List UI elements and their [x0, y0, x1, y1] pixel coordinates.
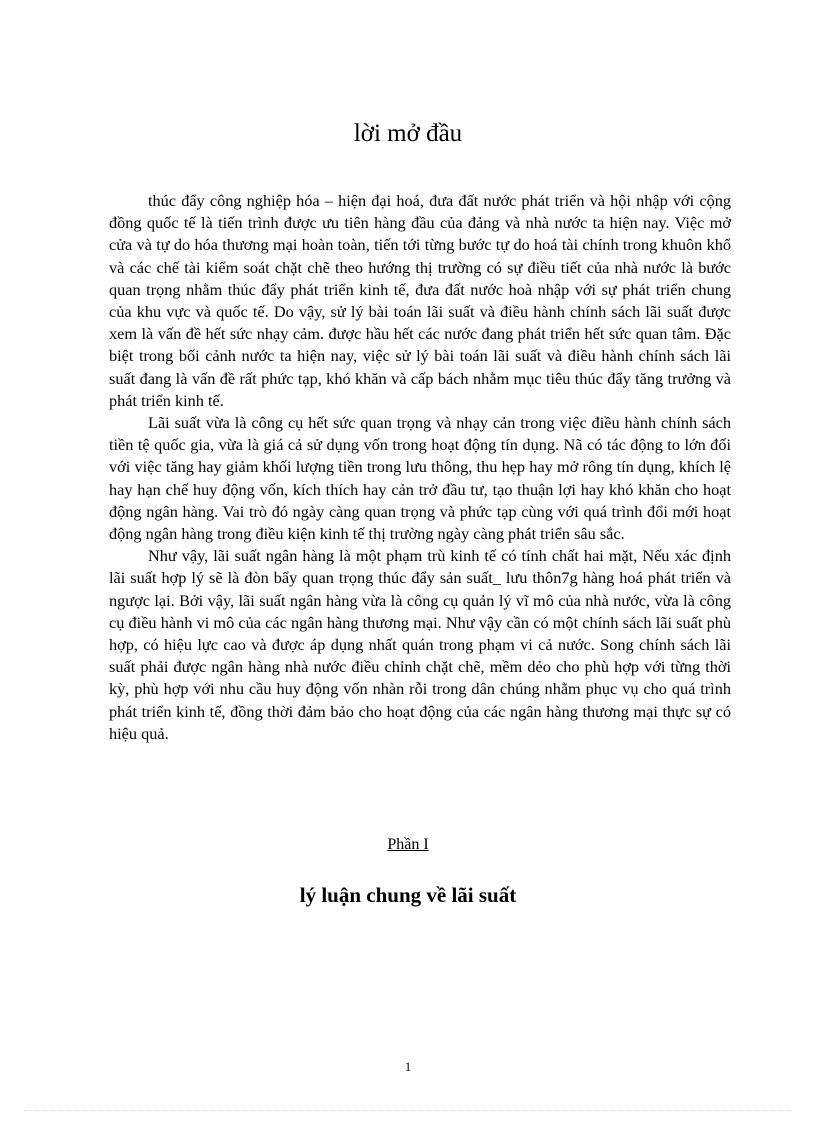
document-title: lời mở đầu — [353, 120, 463, 147]
paragraph-2: Lãi suất vừa là công cụ hết sức quan trọng và nhạy cản trong việc điều hành chính sách tiền tệ quốc gia, vừa là giá cả sử dụng vốn trong hoạt động tín dụng. Nã có tác động to lớn đối với việc tăng hay giảm khối lượng tiền trong lưu thông, thu hẹp hay mở rông tín dụng, khích lệ hay hạn chế huy động vốn, kích thích hay cản trở đầu tư, tạo thuận lợi hay khó khăn cho hoạt động ngân hàng. Vai trò đó ngày càng quan trọng và phức tạp cùng với quá trình đổi mới hoạt động ngân hàng trong điều kiện kinh tế thị trường ngày càng phát triển sâu sắc. — [109, 413, 731, 544]
part-label: Phần I — [387, 836, 429, 853]
page-bottom-divider — [24, 1110, 792, 1111]
page-number: 1 — [404, 1059, 412, 1074]
paragraph-3: Như vậy, lãi suất ngân hàng là một phạm trù kinh tế có tính chất hai mặt, Nếu xác định lãi suất hợp lý sẽ là đòn bẩy quan trọng thúc đẩy sản suất_ lưu thôn7g hàng hoá phát triển và ngược lại. Bởi vậy, lãi suất ngân hàng vừa là công cụ quản lý vĩ mô của nhà nước, vừa là công cụ điều hành vi mô của các ngân hàng thương mại. Như vậy cần có một chính sách lãi suất phù hợp, có hiệu lực cao và được áp dụng nhất quán trong phạm vi cả nước. Song chính sách lãi suất phải được ngân hàng nhà nước điều chỉnh chặt chẽ, mềm dẻo cho phù hợp với từng thời kỳ, phù hợp với nhu cầu huy động vốn nhàn rỗi trong dân chúng nhằm phục vụ cho quá trình phát triển kinh tế, đồng thời đảm bảo cho hoạt động của các ngân hàng thương mại thực sự có hiệu quả. — [109, 546, 731, 743]
document-body — [109, 190, 731, 745]
paragraph-1: thúc đẩy công nghiệp hóa – hiện đại hoá, đưa đất nước phát triển và hội nhập với cộng đồng quốc tế là tiến trình được ưu tiên hàng đầu của đảng và nhà nước ta hiện nay. Việc mở cửa và tự do hóa thương mại hoàn toàn, tiến tới từng bước tự do hoá tài chính trong khuôn khổ và các chế tài kiểm soát chặt chẽ theo hướng thị trường có sự điều tiết của nhà nước là bước quan trọng nhằm thúc đẩy phát triển kinh tế, đưa đất nước hoà nhập với sự phát triển chung của khu vực và quốc tế. Do vậy, sử lý bài toán lãi suất và điều hành chính sách lãi suất được xem là vấn đề hết sức nhạy cảm. được hầu hết các nước đang phát triển hết sức quan tâm. Đặc biệt trong bối cảnh nước ta hiện nay, việc sử lý bài toán lãi suất và điều hành chính sách lãi suất đang là vấn đề rất phức tạp, khó khăn và cấp bách nhằm mục tiêu thúc đẩy tăng trưởng và phát triển kinh tế. — [109, 191, 731, 410]
section-heading: lý luận chung về lãi suất — [299, 883, 517, 907]
